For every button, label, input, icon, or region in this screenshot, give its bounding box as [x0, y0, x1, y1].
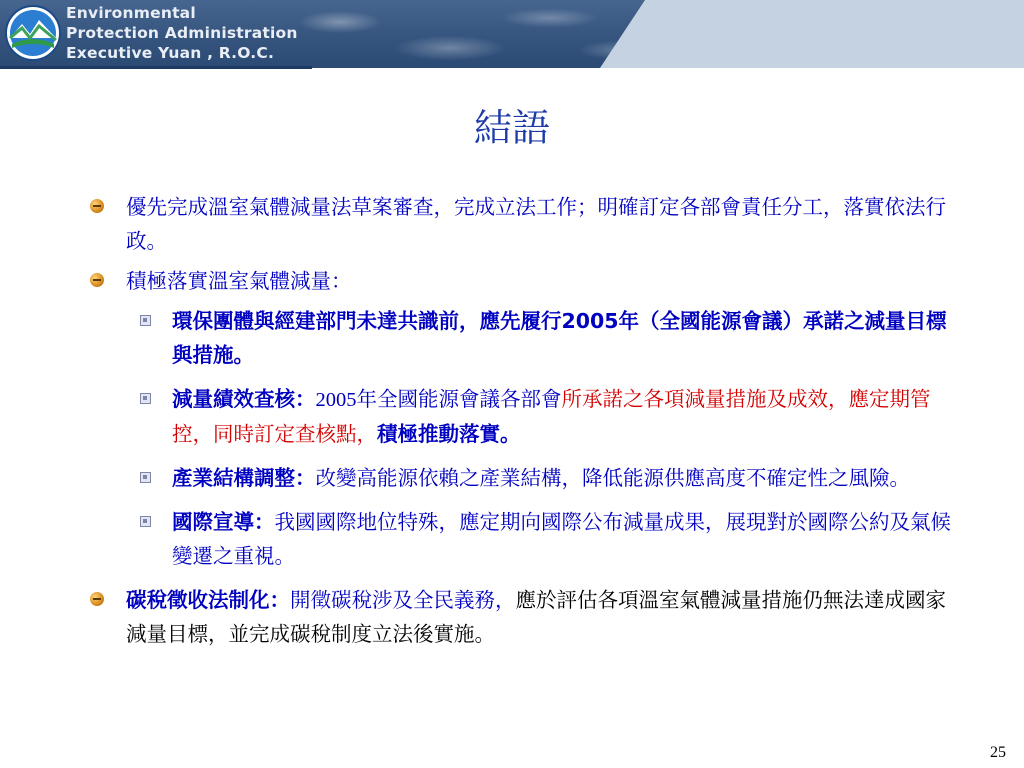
bullet-item: [88, 264, 958, 298]
bullet-item: [88, 583, 958, 651]
sub-bullet-item: [88, 505, 958, 573]
sub-bullet-text: 年全國能源會議各部會: [356, 387, 562, 411]
bullet-text: 積極落實溫室氣體減量：: [126, 269, 352, 293]
org-line-2: Protection Administration: [66, 24, 298, 42]
bullet-icon: [90, 199, 104, 213]
page-number: 25: [990, 744, 1006, 761]
header-banner: [0, 0, 1024, 68]
bullet-text: 優先完成溫室氣體減量法草案審查，完成立法工作；明確訂定各部會責任分工，落實依法行政。: [126, 195, 946, 253]
sub-bullet-icon: [140, 393, 151, 404]
bullet-icon: [90, 592, 104, 606]
banner-clouds: [300, 0, 645, 68]
sub-bullet-text: 改變高能源依賴之產業結構，降低能源供應高度不確定性之風險。: [315, 466, 910, 490]
banner-divider: [0, 66, 312, 69]
organization-name: [66, 3, 298, 63]
sub-bullet-year: 2005: [315, 389, 357, 411]
bullet-item: [88, 190, 958, 258]
bullet-heading: 碳稅徵收法制化：: [126, 588, 290, 612]
sub-bullet-item: [88, 461, 958, 495]
sub-bullet-icon: [140, 472, 151, 483]
org-line-3: Executive Yuan , R.O.C.: [66, 44, 275, 62]
banner-right-panel: [600, 0, 1024, 68]
bullet-text: 開徵碳稅涉及全民義務，: [290, 588, 516, 612]
sub-bullet-text: 環保團體與經建部門未達共識前，應先履行2005年（全國能源會議）承諾之減量目標與措施。: [172, 309, 947, 367]
sub-bullet-heading: 國際宣導：: [172, 510, 275, 534]
org-line-1: Environmental: [66, 4, 196, 22]
bullet-icon: [90, 273, 104, 287]
sub-bullet-highlight: 所承諾之各項減量措施及成效，應定期管控，同時訂定查核點，: [172, 387, 931, 446]
sub-bullet-item: [88, 304, 958, 372]
sub-bullet-text: 我國國際地位特殊，應定期向國際公布減量成果，展現對於國際公約及氣候變遷之重視。: [172, 510, 951, 568]
sub-bullet-heading: 產業結構調整：: [172, 466, 316, 490]
sub-bullet-icon: [140, 315, 151, 326]
sub-bullet-heading: 減量績效查核：: [172, 387, 316, 411]
slide-content: [88, 190, 958, 657]
sub-bullet-item: [88, 382, 958, 451]
epa-logo-icon: [4, 4, 62, 62]
bullet-text-dark: 應於評估各項溫室氣體減量措施仍無法達成國家減量目標，並完成碳稅制度立法後實施。: [126, 588, 946, 646]
sub-bullet-emphasis: 積極推動落實。: [377, 422, 521, 446]
sub-bullet-icon: [140, 516, 151, 527]
slide-title: 結語: [473, 106, 550, 150]
